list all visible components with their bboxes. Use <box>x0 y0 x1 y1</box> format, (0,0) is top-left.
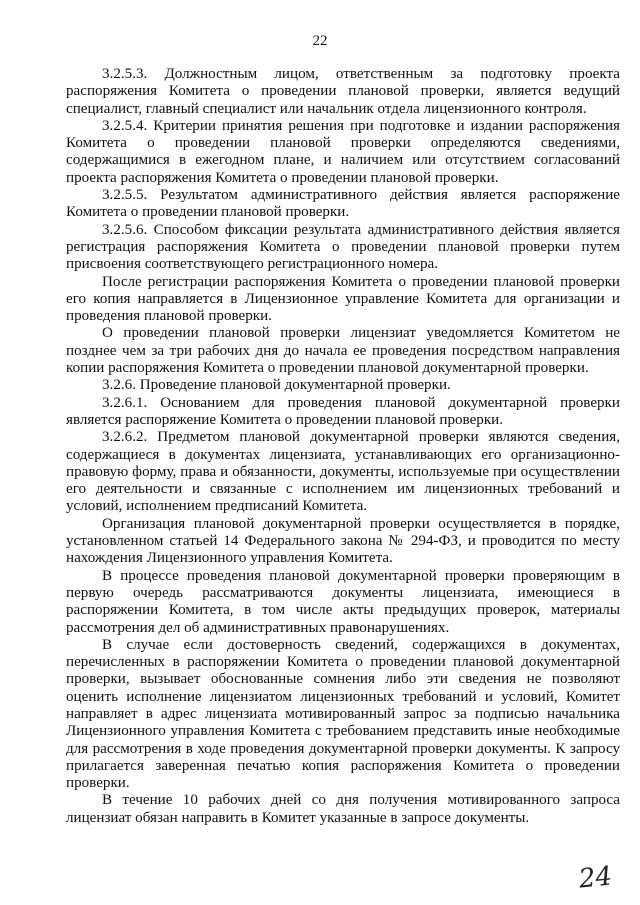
paragraph-organization: Организация плановой документарной проверки осуществляется в порядке, установленном статьей 14 Федерального закона № 294-ФЗ, и проводится по месту нахождения Лицензионного управления Комитета. <box>66 515 620 567</box>
paragraph-3-2-5-5: 3.2.5.5. Результатом административного действия является распоряжение Комитета о проведении плановой проверки. <box>66 187 620 221</box>
page-number: 22 <box>312 33 328 49</box>
paragraph-deadline: В течение 10 рабочих дней со дня получения мотивированного запроса лицензиат обязан направить в Комитет указанные в запросе документы. <box>66 792 620 826</box>
document-body <box>66 66 620 827</box>
paragraph-3-2-5-3: 3.2.5.3. Должностным лицом, ответственным за подготовку проекта распоряжения Комитета о проведении плановой проверки, является ведущий специалист, главный специалист или начальник отдела лицензионного контроля. <box>66 66 620 117</box>
paragraph-request: В случае если достоверность сведений, содержащихся в документах, перечисленных в распоряжении Комитета о проведении плановой документарной проверки, вызывает обоснованные сомнения либо эти сведения не позволяют оценить исполнение лицензиатом лицензионных требований и условий, Комитет направляет в адрес лицензиата мотивированный запрос за подписью начальника Лицензионного управления Комитета с требованием представить иные необходимые для рассмотрения в ходе проведения документарной проверки документы. К запросу прилагается заверенная печатью копия распоряжения Комитета о проведении проверки. <box>66 636 620 792</box>
paragraph-3-2-5-6: 3.2.5.6. Способом фиксации результата административного действия является регистрация распоряжения Комитета о проведении плановой проверки путем присвоения соответствующего регистрационного номера. <box>66 221 620 273</box>
paragraph-3-2-6: 3.2.6. Проведение плановой документарной проверки. <box>102 377 451 394</box>
paragraph-3-2-6-1: 3.2.6.1. Основанием для проведения плановой документарной проверки является распоряжение Комитета о проведении плановой проверки. <box>66 394 620 428</box>
paragraph-review-process: В процессе проведения плановой документарной проверки проверяющим в первую очередь рассматриваются документы лицензиата, имеющиеся в распоряжении Комитета, в том числе акты предыдущих проверок, материалы рассмотрения дел об административных правонарушениях. <box>66 567 620 636</box>
paragraph-3-2-6-2: 3.2.6.2. Предметом плановой документарной проверки являются сведения, содержащиеся в документах лицензиата, устанавливающих его организационно-правовую форму, права и обязанности, документы, используемые при осуществлении его деятельности и связанные с исполнением им лицензионных требований и условий, исполнением предписаний Комитета. <box>66 429 620 515</box>
paragraph-registration: После регистрации распоряжения Комитета о проведении плановой проверки его копия направляется в Лицензионное управление Комитета для организации и проведения плановой проверки. <box>66 273 620 325</box>
paragraph-3-2-5-4: 3.2.5.4. Критерии принятия решения при подготовке и издании распоряжения Комитета о проведении плановой проверки определяются сведениями, содержащимися в ежегодном плане, и наличием или отсутствием согласований проекта распоряжения Комитета о проведении плановой проверки. <box>66 117 620 186</box>
handwritten-page-mark: 24 <box>577 861 614 895</box>
paragraph-notification: О проведении плановой проверки лицензиат уведомляется Комитетом не позднее чем за три рабочих дня до начала ее проведения посредством направления копии распоряжения Комитета о проведении плановой документарной проверки. <box>66 325 620 377</box>
